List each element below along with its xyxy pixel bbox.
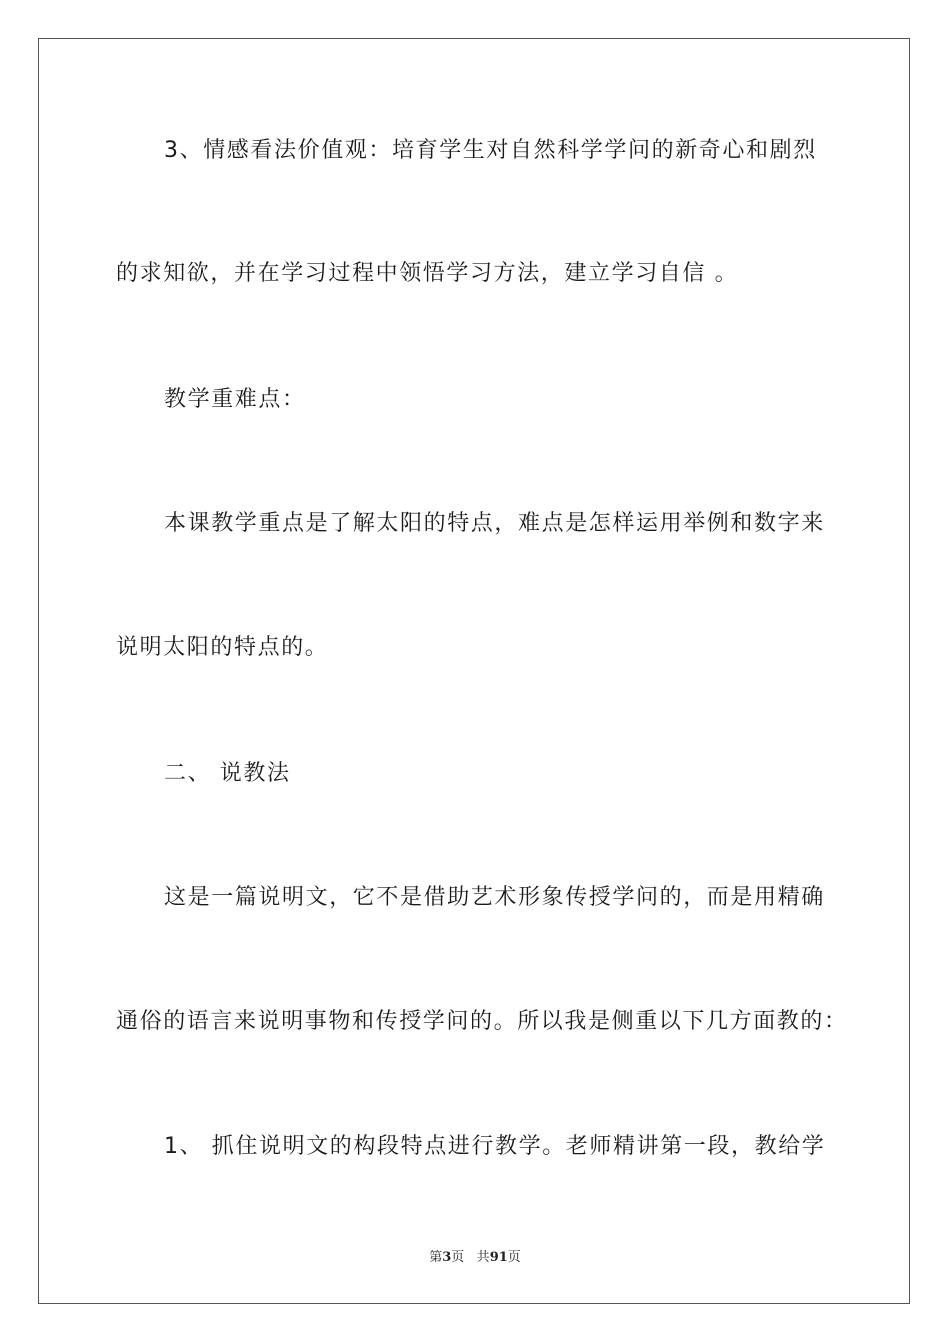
paragraph-line: 这是一篇说明文，它不是借助艺术形象传授学问的，而是用精确 <box>164 885 825 910</box>
page-frame <box>38 38 910 1304</box>
footer-total-pages: 91 <box>489 1250 508 1265</box>
paragraph-line: 说明太阳的特点的。 <box>116 635 329 660</box>
paragraph-line: 3、情感看法价值观：培育学生对自然科学学问的新奇心和剧烈 <box>164 138 817 163</box>
footer-page-prefix: 第 <box>429 1250 443 1265</box>
paragraph-line: 的求知欲，并在学习过程中领悟学习方法，建立学习自信 。 <box>116 261 739 286</box>
section-heading: 二、 说教法 <box>164 761 291 786</box>
footer-page-number: 3 <box>442 1250 452 1265</box>
page-footer <box>0 1246 950 1265</box>
paragraph-line: 本课教学重点是了解太阳的特点，难点是怎样运用举例和数字来 <box>164 511 825 536</box>
paragraph-line: 1、 抓住说明文的构段特点进行教学。老师精讲第一段，教给学 <box>164 1134 826 1159</box>
footer-total-suffix: 页 <box>507 1250 521 1265</box>
footer-total-prefix: 共 <box>476 1250 490 1265</box>
footer-page-suffix: 页 <box>451 1250 465 1265</box>
paragraph-line: 教学重难点： <box>164 387 306 412</box>
paragraph-line: 通俗的语言来说明事物和传授学问的。所以我是侧重以下几方面教的： <box>116 1009 848 1034</box>
